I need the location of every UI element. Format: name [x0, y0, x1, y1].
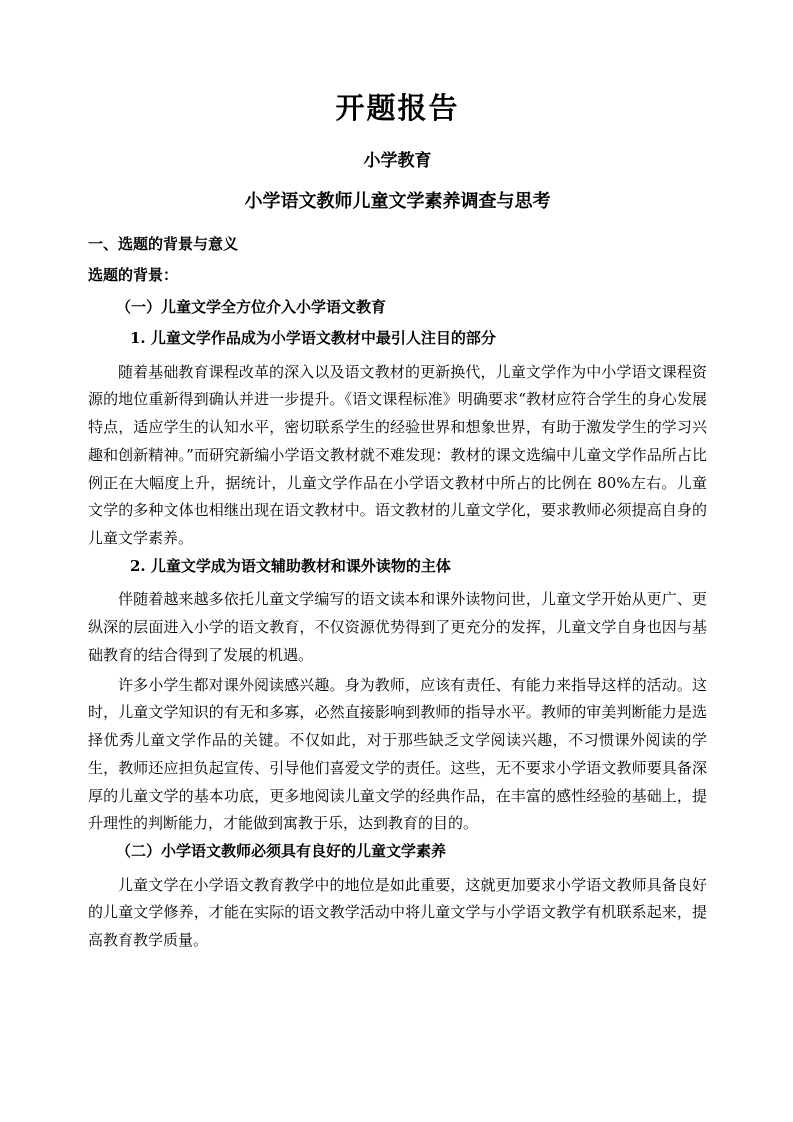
paragraph: 许多小学生都对课外阅读感兴趣。身为教师，应该有责任、有能力来指导这样的活动。这时，儿童文学知识的有无和多寡，必然直接影响到教师的指导水平。教师的审美判断能力是选择优秀儿童文学作品的关键。不仅如此，对于那些缺乏文学阅读兴趣，不习惯课外阅读的学生，教师还应担负起宣传、引导他们喜爱文学的责任。这些，无不要求小学语文教师要具备深厚的儿童文学的基本功底，更多地阅读儿童文学的经典作品，在丰富的感性经验的基础上，提升理性的判断能力，才能做到寓教于乐，达到教育的目的。	[88, 675, 707, 833]
section-heading-1-1-1: 1. 儿童文学作品成为小学语文教材中最引人注目的部分	[130, 329, 496, 348]
document-topic: 小学语文教师儿童文学素养调查与思考	[244, 191, 551, 213]
paragraph: 儿童文学在小学语文教育教学中的地位是如此重要，这就更加要求小学语文教师具备良好的儿童文学修养，才能在实际的语文教学活动中将儿童文学与小学语文教学有机联系起来，提高教育教学质量。	[88, 875, 707, 950]
section-heading-1-1: （一）儿童文学全方位介入小学语文教育	[116, 297, 387, 316]
section-heading-1-2: （二）小学语文教师必须具有良好的儿童文学素养	[116, 842, 447, 861]
section-heading-1-1-2: 2. 儿童文学成为语文辅助教材和课外读物的主体	[130, 556, 451, 575]
paragraph: 随着基础教育课程改革的深入以及语文教材的更新换代，儿童文学作为中小学语文课程资源的地位重新得到确认并进一步提升。《语文课程标准》明确要求“教材应符合学生的身心发展特点，适应学生的认知水平，密切联系学生的经验世界和想象世界，有助于激发学生的学习兴趣和创新精神。”而研究新编小学语文教材就不难发现：教材的课文选编中儿童文学作品所占比例正在大幅度上升，据统计，儿童文学作品在小学语文教材中所占的比例在 80%左右。儿童文学的多种文体也相继出现在语文教材中。语文教材的儿童文学化，要求教师必须提高自身的儿童文学素养。	[88, 362, 707, 548]
page-title: 开题报告	[335, 91, 460, 125]
section-heading-background: 选题的背景：	[88, 266, 179, 285]
section-heading-1: 一、选题的背景与意义	[88, 234, 239, 253]
paragraph: 伴随着越来越多依托儿童文学编写的语文读本和课外读物问世，儿童文学开始从更广、更纵深的层面进入小学的语文教育，不仅资源优势得到了更充分的发挥，儿童文学自身也因与基础教育的结合得到了发展的机遇。	[88, 590, 707, 664]
document-subtitle: 小学教育	[363, 150, 432, 171]
